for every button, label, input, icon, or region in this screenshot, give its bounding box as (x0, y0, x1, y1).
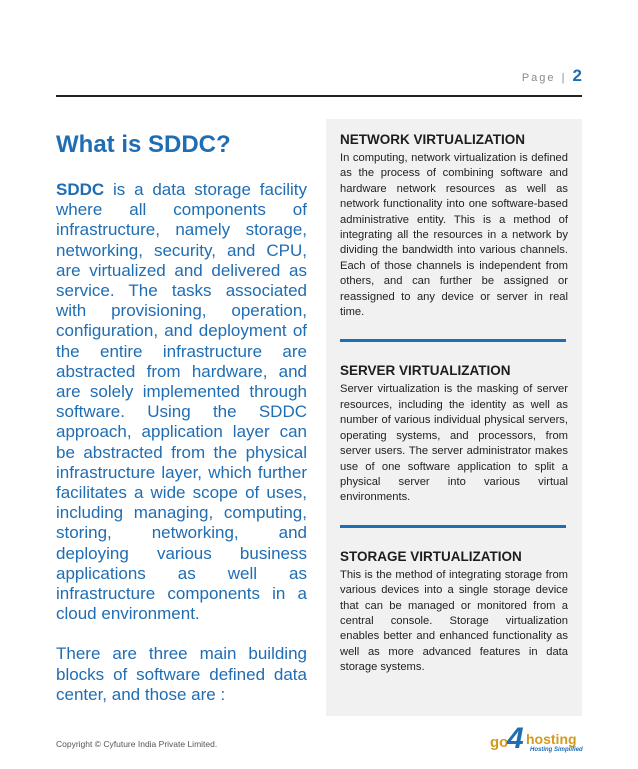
intro-paragraph-text: is a data storage facility where all components of infrastructure, namely storage, networking, security, and CPU, are virtualized and delivered as service. The tasks associated with provisioning, operation, configuration, and deployment of the entire infrastructure are abstracted from hardware, and are solely implemented through software. Using the SDDC approach, application layer can be abstracted from the physical infrastructure layer, which further facilitates a wide scope of uses, including managing, computing, storing, networking, and deploying various business applications as well as infrastructure components in a cloud environment. (56, 180, 307, 624)
logo-go-text: go (490, 734, 509, 751)
page-label: Page (521, 72, 556, 84)
building-blocks-paragraph: There are three main building blocks of software defined data center, and those are : (56, 644, 307, 704)
section-body: In computing, network virtualization is defined as the process of combining software and hardware network resources as well as network functionality into one software-based administrative entity. This is a method of integrating all the resources in a network by dividing the bandwidth into various channels. Each of those channels is independent from others, and can further be assigned or reassigned to any device or server in real time. (340, 152, 568, 319)
intro-paragraph (56, 180, 307, 624)
section-server-virtualization (340, 362, 568, 505)
section-body: This is the method of integrating storage from various devices into a single storage device that can be managed or monitored from a central console. Storage virtualization enables better and enhanced functionality as well as more advanced features in data storage systems. (340, 568, 568, 674)
section-body: Server virtualization is the masking of server resources, including the identity as well as number of various individual physical servers, operating systems, and processors, from server users. The server administrator makes use of one software application to split a physical server into various virtual environments. (340, 383, 568, 504)
copyright-footer: Copyright © Cyfuture India Private Limited. (56, 739, 218, 749)
page-title: What is SDDC? (56, 131, 231, 158)
intro-lead-term: SDDC (56, 180, 105, 199)
sidebar-panel (326, 119, 582, 716)
section-divider (340, 525, 566, 528)
section-heading: NETWORK VIRTUALIZATION (340, 132, 525, 147)
page-separator: | (561, 72, 567, 84)
section-heading: SERVER VIRTUALIZATION (340, 363, 511, 379)
logo-four-text: 4 (507, 722, 524, 755)
section-divider (340, 339, 566, 342)
intro-column (56, 128, 307, 705)
header-rule (56, 95, 582, 97)
logo-hosting-text: hosting (526, 731, 577, 747)
section-network-virtualization (340, 131, 568, 320)
page-number-indicator (522, 66, 582, 86)
go4hosting-logo (490, 724, 586, 758)
section-heading: STORAGE VIRTUALIZATION (340, 548, 522, 564)
page-number: 2 (572, 66, 582, 85)
section-storage-virtualization (340, 548, 568, 676)
logo-tagline: Hosting Simplified (530, 747, 583, 753)
